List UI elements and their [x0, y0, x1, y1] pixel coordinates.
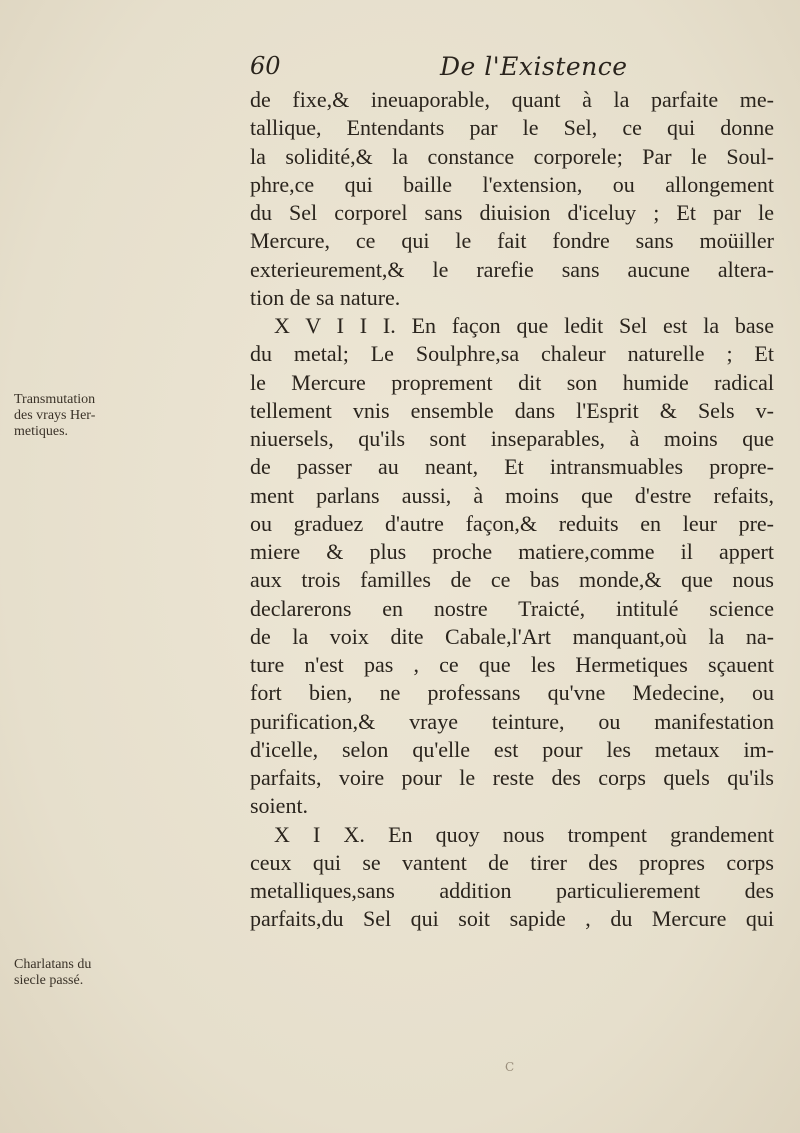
margin-note-line: des vrays Her- — [14, 408, 96, 423]
running-head — [250, 52, 770, 82]
text-line: soient. — [250, 793, 309, 819]
text-line: le Mercure proprement dit son humide radical — [250, 369, 774, 395]
text-line: tion de sa nature. — [250, 284, 401, 310]
margin-note-line: siecle passé. — [14, 973, 84, 988]
text-line: parfaits, voire pour le reste des corps quels qu'ils — [250, 765, 774, 790]
signature-mark: C — [505, 1060, 515, 1074]
text-line: declarerons en nostre Traicté, intitulé science — [250, 595, 774, 621]
section-heading-line: X V I I I. En façon que ledit Sel est la base — [274, 313, 774, 338]
text-line: metalliques,sans addition particulierement des — [250, 878, 774, 903]
margin-note-line: Charlatans du — [14, 957, 92, 972]
text-line: miere & plus proche matiere,comme il appert — [250, 539, 774, 564]
text-line: de fixe,& ineuaporable, quant à la parfaite me- — [250, 87, 774, 112]
text-line: de passer au neant, Et intransmuables propre- — [250, 454, 774, 480]
running-title: De l'Existence — [440, 52, 628, 81]
text-line: ou graduez d'autre façon,& reduits en leur pre- — [250, 510, 774, 536]
text-line: la solidité,& la constance corporele; Par le Soul- — [250, 143, 774, 169]
text-line: niuersels, qu'ils sont inseparables, à moins que — [250, 426, 774, 451]
text-line: Mercure, ce qui le fait fondre sans moüiller — [250, 228, 774, 254]
text-line: d'icelle, selon qu'elle est pour les metaux im- — [250, 736, 774, 762]
margin-note-transmutation — [14, 392, 244, 440]
body-text — [250, 86, 774, 934]
text-line: ture n'est pas , ce que les Hermetiques sçauent — [250, 652, 774, 677]
text-line: exterieurement,& le rarefie sans aucune altera- — [250, 256, 774, 282]
text-line: tellement vnis ensemble dans l'Esprit & Sels v- — [250, 397, 774, 423]
text-line: tallique, Entendants par le Sel, ce qui donne — [250, 115, 774, 141]
margin-note-charlatans — [14, 957, 244, 989]
text-line: de la voix dite Cabale,l'Art manquant,où la na- — [250, 623, 774, 649]
margin-note-line: Transmutation — [14, 392, 96, 407]
page-number: 60 — [250, 52, 281, 80]
text-line: phre,ce qui baille l'extension, ou allongement — [250, 171, 774, 197]
text-line: fort bien, ne professans qu'vne Medecine, ou — [250, 680, 774, 706]
text-line: du Sel corporel sans diuision d'iceluy ; Et par le — [250, 200, 774, 225]
text-line: du metal; Le Soulphre,sa chaleur naturelle ; Et — [250, 341, 774, 367]
text-line: ment parlans aussi, à moins que d'estre refaits, — [250, 482, 774, 508]
section-heading-line: X I X. En quoy nous trompent grandement — [274, 821, 774, 847]
text-line: ceux qui se vantent de tirer des propres corps — [250, 849, 774, 875]
text-line: parfaits,du Sel qui soit sapide , du Mercure qui — [250, 906, 774, 932]
text-line: aux trois familles de ce bas monde,& que nous — [250, 567, 774, 593]
margin-note-line: metiques. — [14, 424, 69, 439]
text-line: purification,& vraye teinture, ou manifestation — [250, 708, 774, 734]
